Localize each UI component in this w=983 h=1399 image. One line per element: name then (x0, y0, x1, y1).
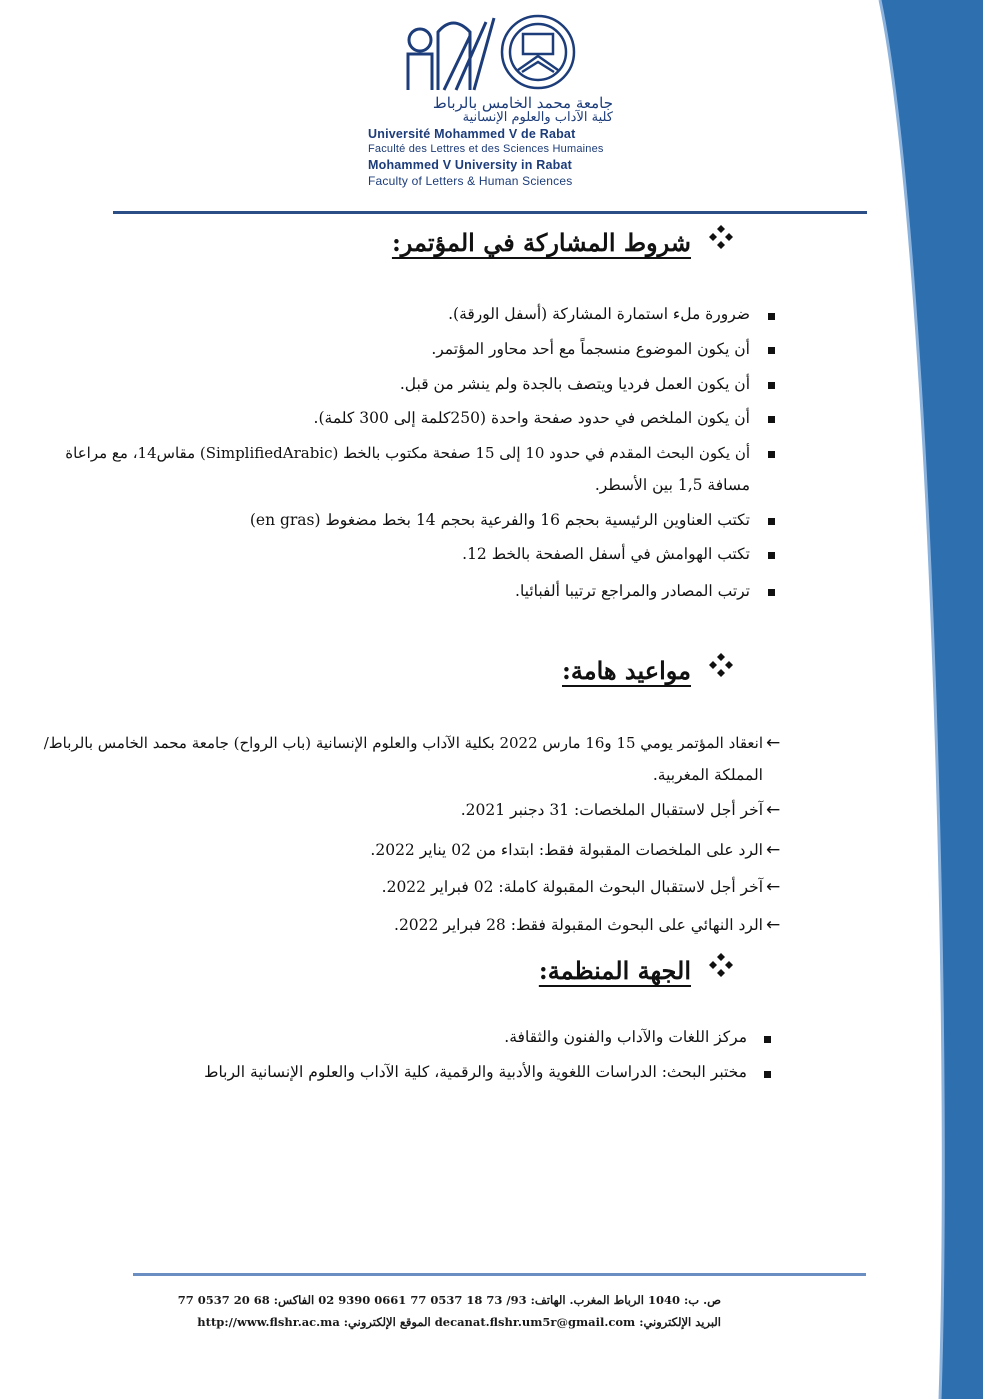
list-bullet (768, 347, 775, 354)
diamond-bullet-icon (708, 952, 734, 978)
arrow-left-icon: ← (766, 800, 781, 820)
date-item-continuation: المملكة المغربية. (652, 766, 763, 784)
university-name-french: Université Mohammed V de Rabat (368, 127, 576, 141)
list-bullet (768, 416, 775, 423)
faculty-name-arabic: كلية الآداب والعلوم الإنسانية (462, 110, 613, 125)
arrow-left-icon: ← (766, 840, 781, 860)
section-title-organizers: الجهة المنظمة: (538, 956, 691, 985)
university-name-english: Mohammed V University in Rabat (368, 158, 572, 172)
list-item: تكتب العناوين الرئيسية بحجم 16 والفرعية بحجم 14 بخط مضغوط (en gras) (249, 511, 750, 529)
list-item: ضرورة ملء استمارة المشاركة (أسفل الورقة). (448, 305, 750, 323)
section-title-dates: مواعيد هامة: (562, 656, 691, 685)
arrow-left-icon: ← (766, 915, 781, 935)
university-name-arabic: جامعة محمد الخامس بالرباط (432, 94, 613, 112)
diamond-bullet-icon (708, 652, 734, 678)
footer-divider (133, 1273, 866, 1276)
faculty-name-french: Faculté des Lettres et des Sciences Humaines (368, 143, 604, 155)
list-item: أن يكون البحث المقدم في حدود 10 إلى 15 صفحة مكتوب بالخط (SimplifiedArabic) مقاس14، مع مراعاة (65, 444, 750, 462)
diamond-bullet-icon (708, 224, 734, 250)
footer-contact-line: ص. ب: 1040 الرباط المغرب. الهاتف: 93/ 73 18 0537 77 0661 9390 02 الفاكس: 68 20 0537 77 (177, 1293, 721, 1307)
list-item: تكتب الهوامش في أسفل الصفحة بالخط 12. (462, 545, 750, 563)
list-bullet (764, 1071, 771, 1078)
header-divider (113, 211, 867, 214)
footer-web-line: البريد الإلكتروني: decanat.flshr.um5r@gmail.com الموقع الإلكتروني: http://www.flshr.ac.ma (197, 1315, 721, 1329)
list-bullet (768, 451, 775, 458)
arrow-left-icon: ← (766, 877, 781, 897)
list-bullet (768, 382, 775, 389)
list-item: ترتب المصادر والمراجع ترتيبا ألفبائيا. (515, 582, 750, 600)
date-item: الرد على الملخصات المقبولة فقط: ابتداء من 02 يناير 2022. (370, 841, 763, 859)
date-item: الرد النهائي على البحوث المقبولة فقط: 28 فبراير 2022. (394, 916, 763, 934)
list-item: أن يكون العمل فرديا ويتصف بالجدة ولم ينشر من قبل. (399, 375, 750, 393)
list-item: أن يكون الملخص في حدود صفحة واحدة (250كلمة إلى 300 كلمة). (313, 409, 750, 427)
date-item: انعقاد المؤتمر يومي 15 و16 مارس 2022 بكلية الآداب والعلوم الإنسانية (باب الرواح) جامعة محمد الخامس بالرباط/ (43, 734, 763, 752)
list-bullet (768, 313, 775, 320)
date-item: آخر أجل لاستقبال البحوث المقبولة كاملة: 02 فبراير 2022. (381, 878, 763, 896)
university-logo (398, 12, 578, 92)
list-bullet (768, 518, 775, 525)
faculty-name-english: Faculty of Letters & Human Sciences (368, 174, 573, 188)
arrow-left-icon: ← (766, 733, 781, 753)
list-item-continuation: مسافة 1,5 بين الأسطر. (594, 476, 750, 494)
organizer-item: مختبر البحث: الدراسات اللغوية والأدبية والرقمية، كلية الآداب والعلوم الإنسانية الرباط (204, 1063, 747, 1081)
organizer-item: مركز اللغات والآداب والفنون والثقافة. (504, 1028, 747, 1046)
list-item: أن يكون الموضوع منسجماً مع أحد محاور المؤتمر. (431, 340, 750, 358)
list-bullet (764, 1036, 771, 1043)
list-bullet (768, 589, 775, 596)
list-bullet (768, 552, 775, 559)
date-item: آخر أجل لاستقبال الملخصات: 31 دجنبر 2021. (460, 801, 763, 819)
section-title-conditions: شروط المشاركة في المؤتمر: (391, 228, 691, 257)
